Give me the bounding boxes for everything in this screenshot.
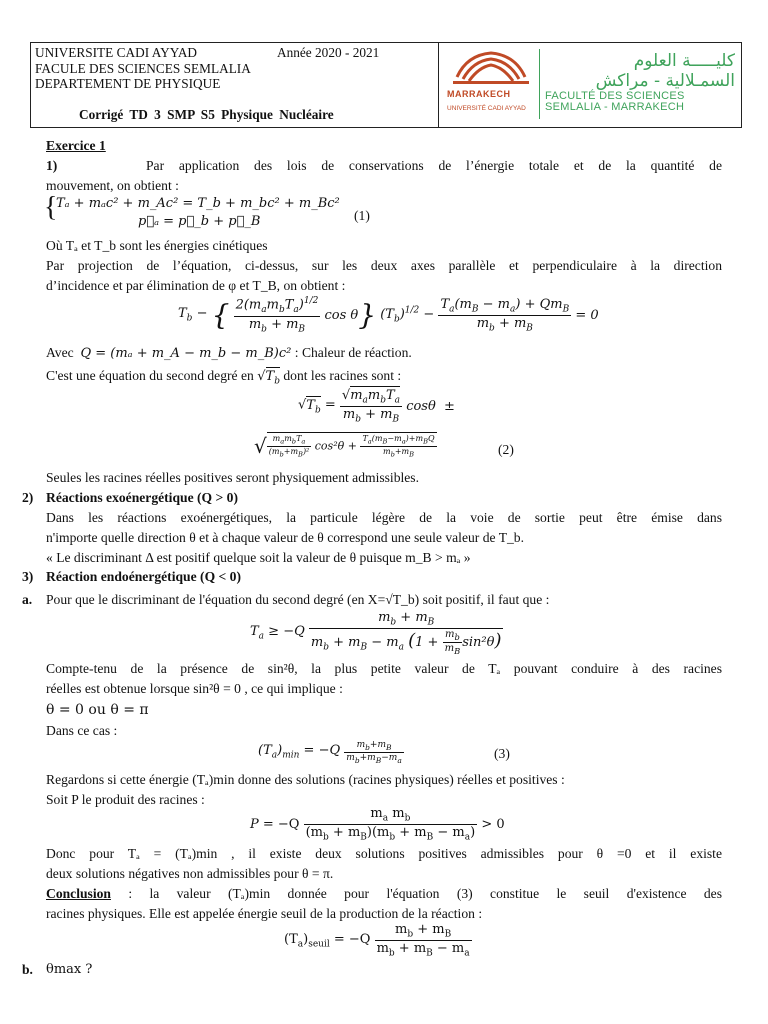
theta-values: θ = 0 ou θ = π (46, 702, 149, 718)
system-brace: { (44, 192, 58, 223)
q-definition (46, 345, 722, 362)
course-title: Corrigé TD 3 SMP S5 Physique Nucléaire (79, 107, 334, 122)
item-b-text: θmax ? (46, 962, 93, 977)
soit-p-text: Soit P le produit des racines : (46, 792, 205, 807)
institution-block (35, 45, 251, 92)
avec-label: Avec (46, 345, 74, 360)
item-b-mark: b. (22, 962, 33, 977)
logo-arabic-line2: السمـلالية - مراكش (595, 71, 735, 92)
marrakech-arch-icon (443, 47, 539, 91)
department-name: DEPARTEMENT DE PHYSIQUE (35, 76, 221, 91)
document-header (30, 42, 742, 128)
compte-text-1: Compte-tenu de la présence de sin²θ, la plus petite valeur de Tₐ pouvant conduire à des racines (46, 661, 722, 676)
projection-text-2: d’incidence et par élimination de φ et T_B, on obtient : (46, 278, 346, 293)
s2-text-3: « Le discriminant Δ est positif quelque soit la valeur de θ puisque m_B > mₐ » (46, 550, 471, 565)
section-2-number: 2) (22, 490, 34, 505)
logo-divider (539, 49, 540, 119)
section-3-title: Réaction endoénergétique (Q < 0) (46, 569, 242, 584)
logo-arabic (545, 51, 735, 92)
equation-roots: $√T_b$ = $\frac{√m_am_bT_a}{m_b + m_B}$ cosθ ± (298, 388, 455, 425)
dans-ce-cas: Dans ce cas : (46, 723, 118, 738)
donc-text-1: Donc pour Tₐ = (Tₐ)min , il existe deux solutions positives admissibles pour θ =0 et il existe (46, 846, 722, 861)
s2-text-2: n'importe quelle direction θ et à chaque valeur de θ correspond une seule valeur de T_b. (46, 530, 524, 545)
logo-arabic-line1: كليـــــة العلوم (633, 51, 735, 71)
projection-text-1: Par projection de l’équation, ci-dessus, sur les deux axes parallèle et perpendiculaire à la direction (46, 258, 722, 273)
conclusion-label: Conclusion (46, 886, 111, 901)
donc-text-2: deux solutions négatives non admissibles pour θ = π. (46, 866, 334, 881)
university-name: UNIVERSITE CADI AYYAD (35, 45, 198, 60)
academic-year: Année 2020 - 2021 (277, 45, 380, 60)
logo-french-line1: FACULTÉ DES SCIENCES (545, 90, 685, 102)
second-degree-a: C'est une équation du second degré en (46, 368, 254, 383)
section-2-title: Réactions exoénergétique (Q > 0) (46, 490, 238, 505)
eq1-line2: p⃗ₐ = p⃗_b + p⃗_B (138, 214, 261, 229)
q-label: : Chaleur de réaction. (294, 345, 412, 360)
second-degree-b: dont les racines sont : (283, 368, 402, 383)
logo-french-line2: SEMLALIA - MARRAKECH (545, 101, 685, 113)
conclusion-line-1 (46, 886, 722, 902)
logo-french (545, 91, 685, 113)
faculty-name: FACULE DES SCIENCES SEMLALIA (35, 60, 251, 76)
eq3-number: (3) (494, 746, 510, 761)
regardons-text: Regardons si cette énergie (Tₐ)min donne des solutions (racines physiques) réelles et positives : (46, 772, 565, 787)
p1-text: Par application des lois de conservations de l’énergie totale et de la quantité de (145, 158, 723, 173)
item-a-text: Pour que le discriminant de l'équation du second degré (en X=√T_b) soit positif, il faut que : (46, 592, 550, 607)
faculty-logo (443, 47, 739, 123)
equation-threshold-energy: $(T_a)_{seuil} = -Q$ $\frac{m_b + m_B}{m_b + m_B - m_a}$ (284, 922, 470, 959)
equation-threshold-condition: $T_a \ge -Q$ $m_b + m_B$ $m_b + m_B - m_a$ (1 + $\frac{m_b}{m_B}$ sin²θ) (250, 610, 502, 657)
eq1-line1: Tₐ + mₐc² + m_Ac² = T_b + m_bc² + m_Bc² (56, 196, 340, 211)
paragraph-1 (46, 158, 722, 174)
compte-text-2: réelles est obtenue lorsque sin²θ = 0 , ce qui implique : (46, 681, 343, 696)
equation-main: $T_b$ − { $\frac{2(m_am_bT_a)^{1/2}}{m_b + m_B}$ cos θ} $(T_b)^{1/2}$ − $\frac{T_a(m_B - m_a) + Qm_B}{m_b + m_B}$ = 0 (178, 296, 599, 335)
kinetic-note: Où Tₐ et T_b sont les énergies cinétiques (46, 238, 268, 253)
eq1-number: (1) (354, 208, 370, 223)
p1-number: 1) (46, 158, 58, 173)
header-divider (438, 43, 439, 127)
second-degree-text: C'est une équation du second degré en $√T_b$ dont les racines sont : (46, 368, 402, 387)
equation-roots-discriminant: √ $\frac{m_am_bT_a}{(m_b+m_B)^2}$ cos²θ + $\frac{T_a(m_B-m_a)+m_BQ}{m_b+m_B}$ (254, 434, 435, 459)
logo-subtitle: UNIVERSITÉ CADI AYYAD (447, 105, 526, 112)
roots-note: Seules les racines réelles positives seront physiquement admissibles. (46, 470, 419, 485)
q-formula: Q = (mₐ + m_A − m_b − m_B)c² (80, 346, 292, 361)
conclusion-text-1: : la valeur (Tₐ)min donnée pour l'équation (3) constitue le seuil d'existence des (110, 886, 722, 901)
eq2-number: (2) (498, 442, 514, 457)
logo-brand: MARRAKECH (447, 89, 511, 99)
equation-product: P = −Q $\frac{m_a m_b}{(m_b + m_B)(m_b + m_B - m_a)}$ > 0 (250, 806, 505, 843)
conclusion-text-2: racines physiques. Elle est appelée énergie seuil de la production de la réaction : (46, 906, 483, 921)
p1-text-2: mouvement, on obtient : (46, 178, 179, 193)
item-a-mark: a. (22, 592, 33, 607)
s2-text-1: Dans les réactions exoénergétiques, la particule légère de la voie de sortie peut être émise dans (46, 510, 722, 525)
equation-ta-min: $(T_a)_{min} = -Q$ $\frac{m_b+m_B}{m_b+m_B-m_a}$ (258, 740, 402, 765)
exercise-title: Exercice 1 (46, 138, 106, 153)
section-3-number: 3) (22, 569, 34, 584)
